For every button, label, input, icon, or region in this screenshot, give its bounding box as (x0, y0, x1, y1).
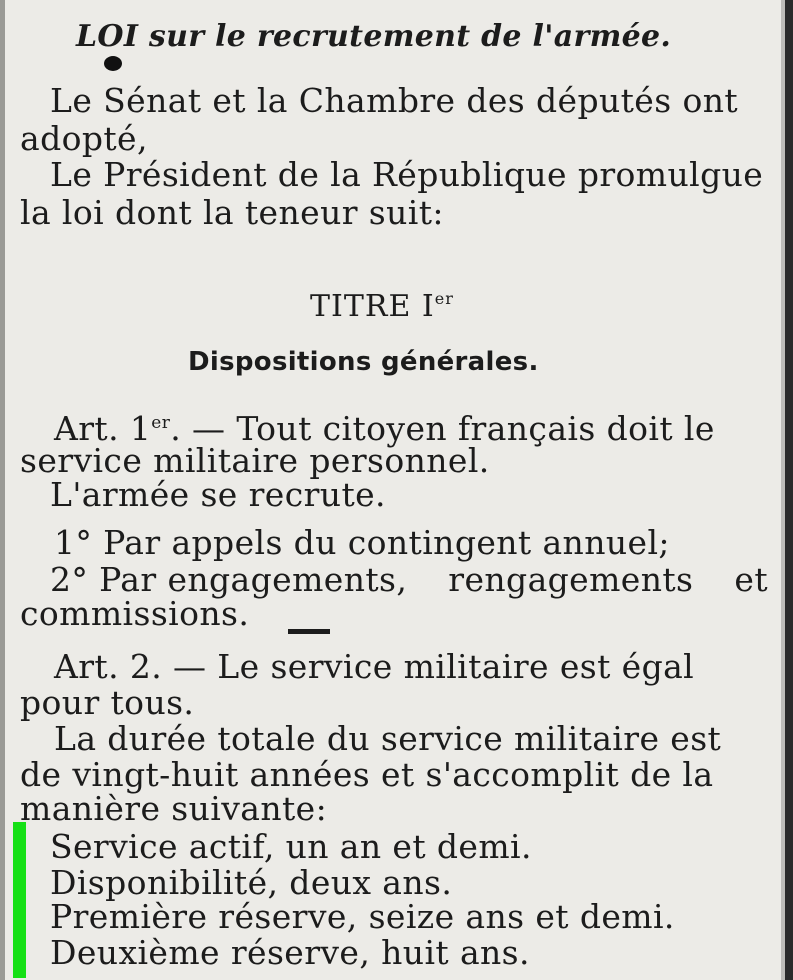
art1-item-2-a: 2° Par engagements, (50, 560, 408, 599)
article-title: LOI sur le recrutement de l'armée. (76, 19, 672, 54)
art1-item-2-b: rengagements (448, 560, 694, 599)
titre-ordinal: er (434, 289, 454, 308)
preamble-line-3: Le Président de la République promulgue (50, 155, 764, 194)
art2-line-5: manière suivante: (20, 789, 328, 828)
ink-blot (104, 56, 122, 71)
art2-line-1: Art. 2. — Le service militaire est égal (54, 647, 695, 686)
section-dash (288, 629, 330, 634)
titre-label: TITRE I (310, 289, 435, 324)
section-heading: Dispositions générales. (188, 347, 539, 377)
green-highlight-mark (13, 822, 26, 978)
page-edge-right (785, 0, 793, 980)
art2-line-8: Première réserve, seize ans et demi. (50, 897, 675, 936)
art1-line-3: L'armée se recrute. (50, 475, 386, 514)
page-edge-left (0, 0, 5, 980)
preamble-line-1: Le Sénat et la Chambre des députés ont (50, 81, 739, 120)
titre-heading (310, 280, 454, 326)
art1-item-2-c: et (734, 560, 768, 599)
preamble-line-2: adopté, (20, 119, 148, 158)
art1-item-3: commissions. (20, 594, 250, 633)
art2-line-7: Disponibilité, deux ans. (50, 863, 453, 902)
art2-line-3: La durée totale du service militaire est (54, 719, 722, 758)
art2-line-2: pour tous. (20, 683, 195, 722)
art1-text: . — Tout citoyen français doit le (170, 409, 715, 448)
art2-line-6: Service actif, un an et demi. (50, 827, 532, 866)
art2-line-9: Deuxième réserve, huit ans. (50, 933, 530, 972)
art1-item-1: 1° Par appels du contingent annuel; (54, 523, 670, 562)
art2-line-4: de vingt-huit années et s'accomplit de la (20, 755, 714, 794)
art1-line-2: service militaire personnel. (20, 441, 490, 480)
art1-ordinal: er (151, 413, 171, 433)
preamble-line-4: la loi dont la teneur suit: (20, 193, 444, 232)
art1-prefix: Art. 1 (54, 409, 152, 448)
